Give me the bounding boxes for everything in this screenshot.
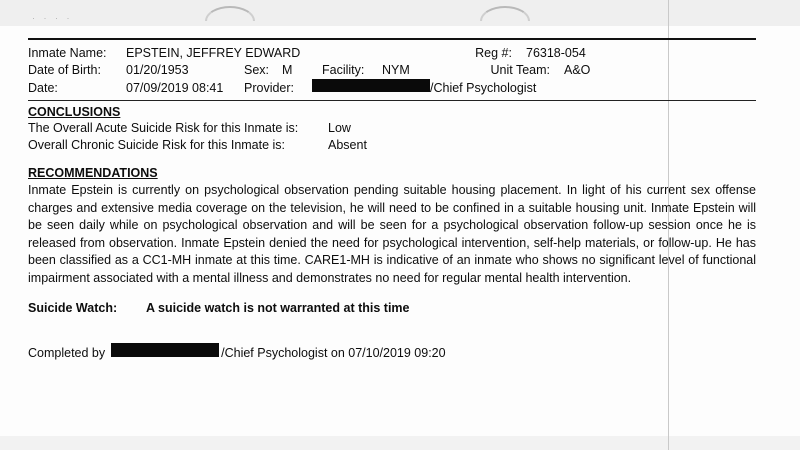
sex-label: Sex: (244, 63, 270, 77)
conclusion-row (28, 137, 756, 154)
chronic-risk-label: Overall Chronic Suicide Risk for this Inmate is: (28, 138, 286, 152)
completed-by-label: Completed by (28, 346, 106, 360)
suicide-watch-value: A suicide watch is not warranted at this time (146, 301, 410, 315)
completed-by-redaction (111, 343, 219, 357)
reg-number-value: 76318-054 (526, 46, 586, 60)
corner-mark: · · · · (32, 13, 73, 23)
sex-value: M (282, 63, 293, 77)
date-of-birth-value: 01/20/1953 (126, 63, 189, 77)
acute-risk-value: Low (328, 121, 351, 135)
conclusion-row (28, 120, 756, 137)
page-top-edge (0, 0, 800, 26)
date-label: Date: (28, 81, 58, 95)
unit-team-label: Unit Team: (490, 63, 550, 77)
provider-label: Provider: (244, 81, 295, 95)
completed-by-row (28, 343, 756, 360)
header-row-date (28, 79, 756, 96)
reg-number-label: Reg #: (475, 46, 512, 60)
date-of-birth-label: Date of Birth: (28, 63, 101, 77)
facility-value: NYM (382, 63, 410, 77)
inmate-name-label: Inmate Name: (28, 46, 107, 60)
inmate-name-value: EPSTEIN, JEFFREY EDWARD (126, 46, 301, 60)
facility-label: Facility: (322, 63, 365, 77)
document-body (28, 38, 756, 360)
acute-risk-label: The Overall Acute Suicide Risk for this Inmate is: (28, 121, 299, 135)
header-row-dob (28, 62, 756, 78)
completed-by-value: /Chief Psychologist on 07/10/2019 09:20 (221, 346, 446, 360)
header-bottom-rule (28, 100, 756, 101)
header-row-name (28, 45, 756, 61)
page-bottom-edge (0, 436, 800, 450)
unit-team-value: A&O (564, 63, 591, 77)
suicide-watch-row (28, 301, 756, 315)
suicide-watch-label: Suicide Watch: (28, 301, 118, 315)
conclusions-heading: CONCLUSIONS (28, 105, 121, 119)
header-block (28, 40, 756, 100)
provider-value: /Chief Psychologist (430, 81, 537, 95)
recommendations-heading: RECOMMENDATIONS (28, 166, 158, 180)
provider-name-redaction (312, 79, 430, 92)
chronic-risk-value: Absent (328, 138, 367, 152)
recommendations-body: Inmate Epstein is currently on psychological observation pending suitable housing placement. In light of his current sex offense charges and extensive media coverage on the television, he will need to be confined in a suitable housing unit. Inmate Epstein will be seen daily while on psychological observation and will be seen for a psychological observation follow-up session once he is released from observation. Inmate Epstein denied the need for psychological intervention, self-help materials, or follow-up. He has been classified as a CC1-MH inmate at this time. CARE1-MH is indicative of an inmate who shows no significant level of functional impairment associated with a mental illness and demonstrates no need for regular mental health intervention. (28, 183, 756, 285)
date-value: 07/09/2019 08:41 (126, 81, 224, 95)
